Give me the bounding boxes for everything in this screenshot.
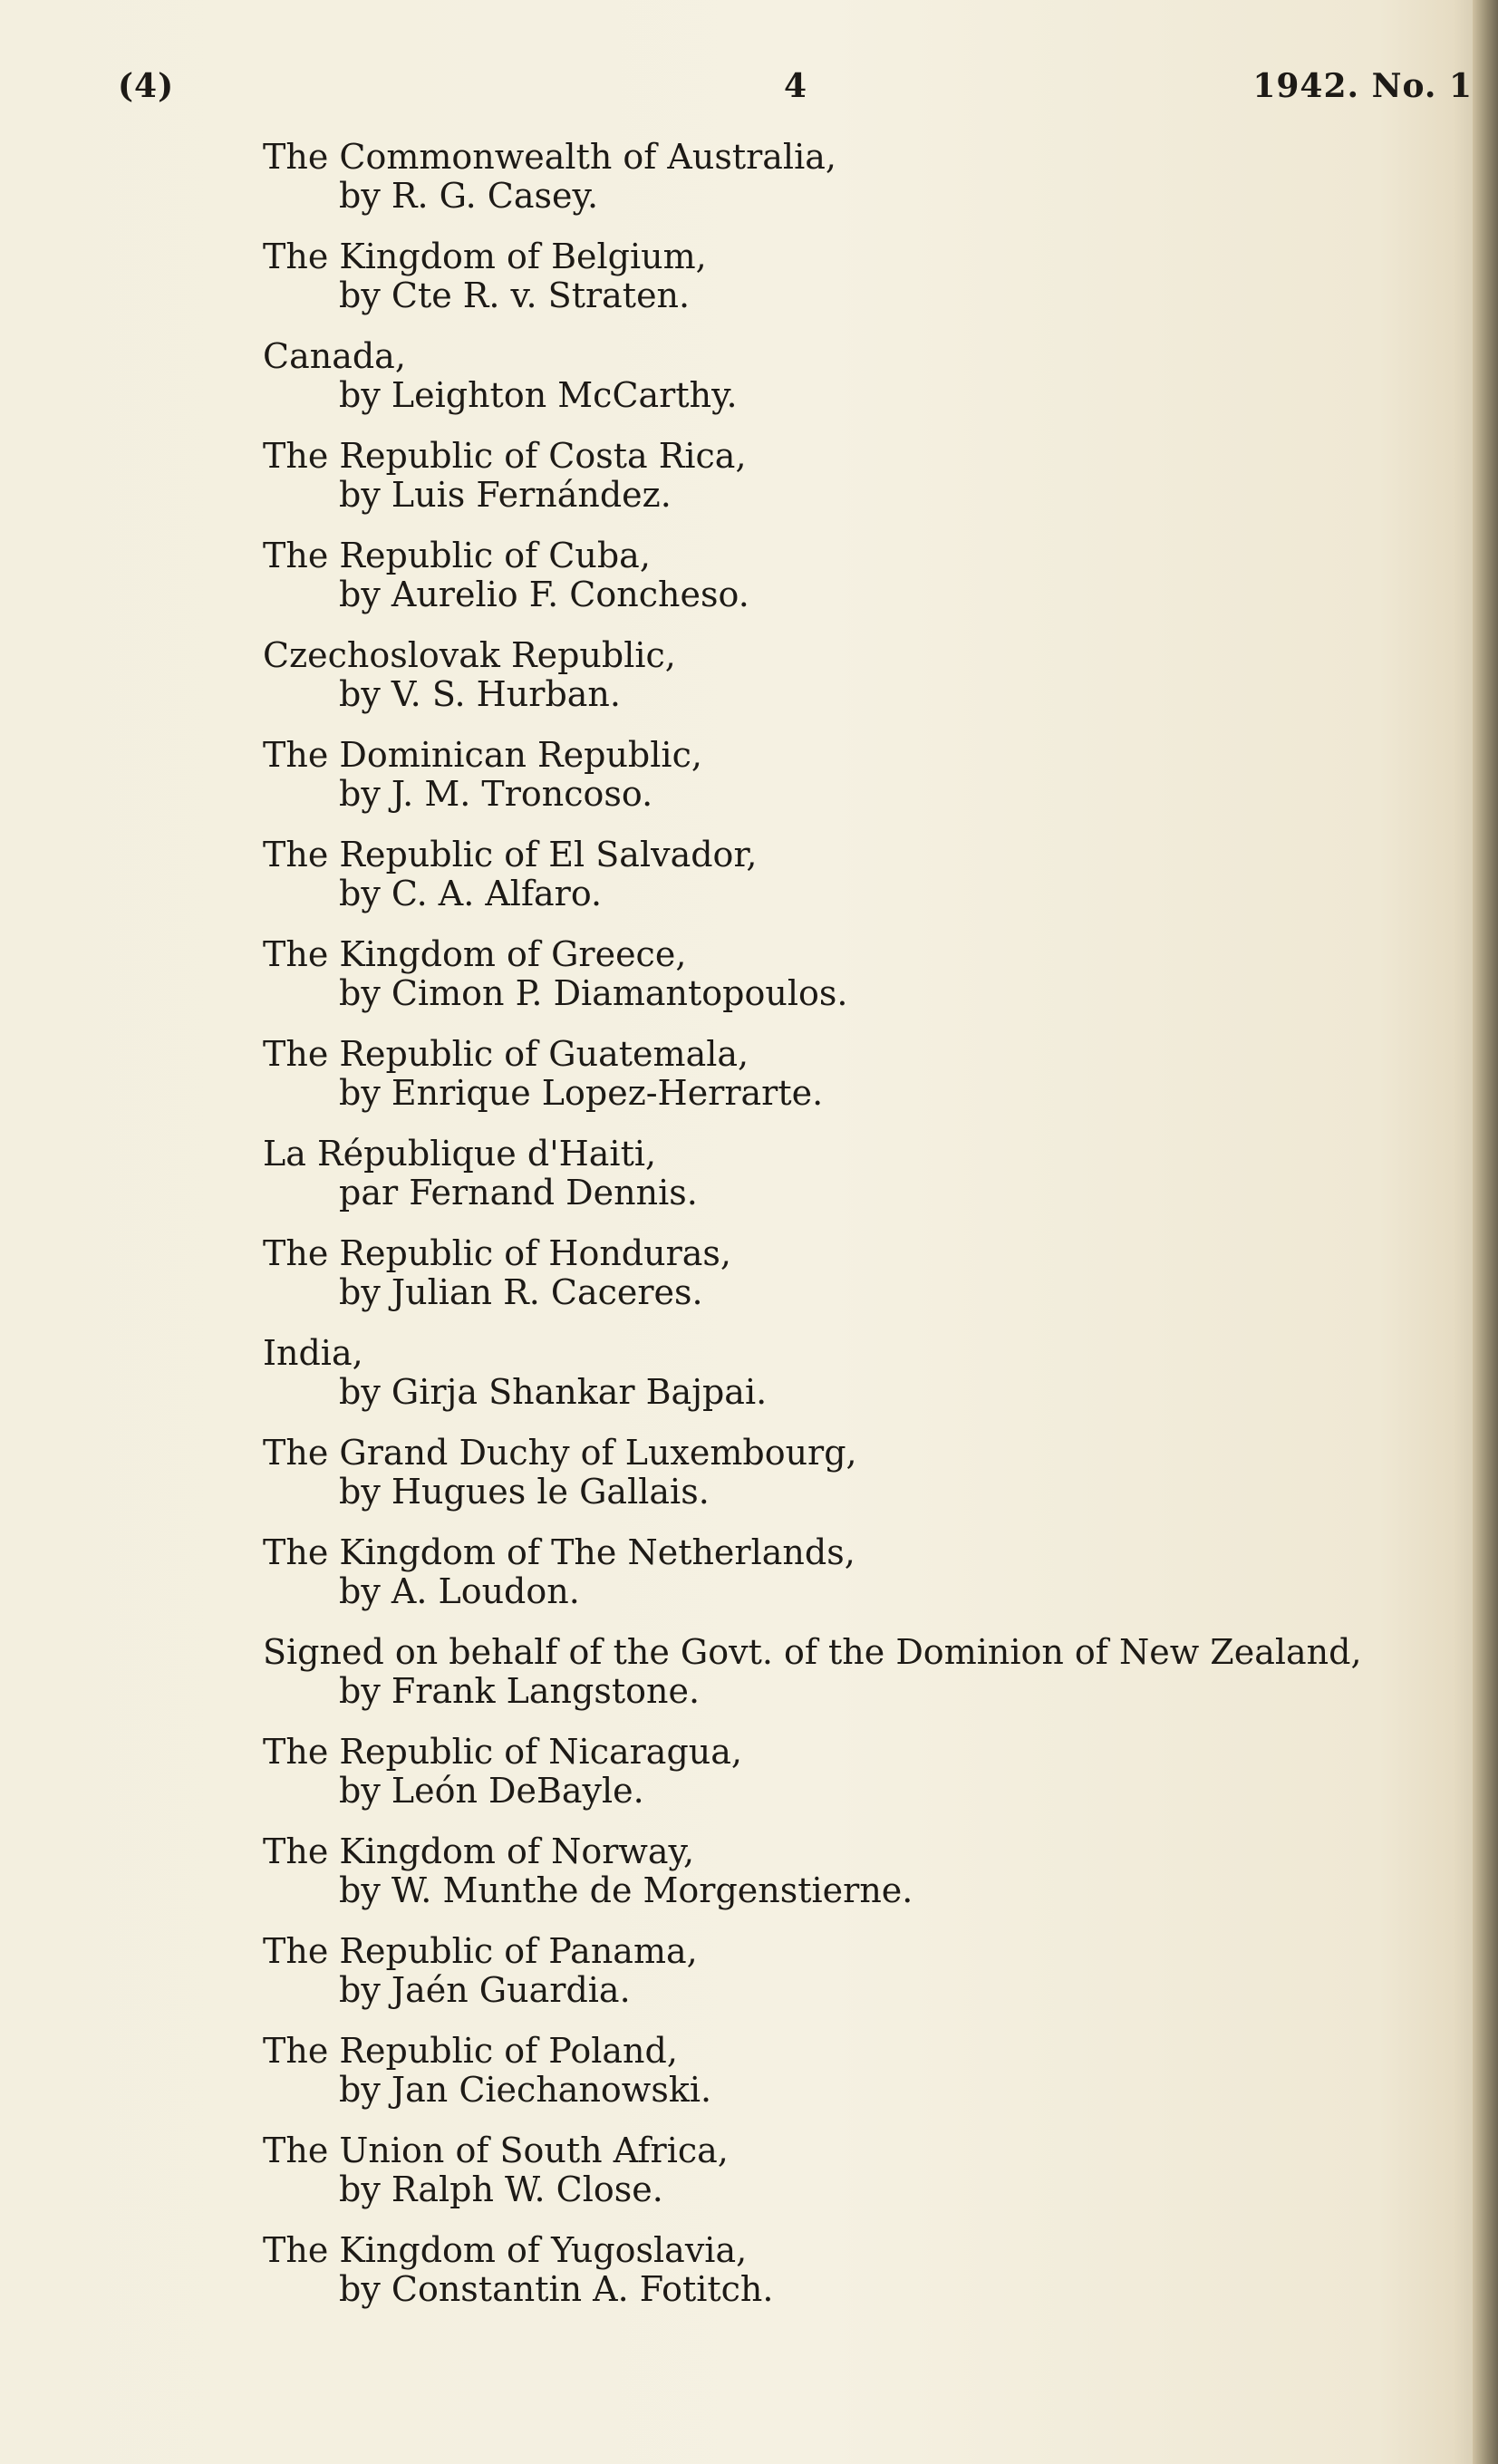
- signatory-entry: [263, 1035, 1441, 1135]
- signatory-signer: by Ralph W. Close.: [339, 2169, 663, 2209]
- signatory-signer: by Aurelio F. Concheso.: [339, 575, 749, 614]
- signatory-entry: [263, 437, 1441, 536]
- signatory-country: Canada,: [263, 336, 406, 376]
- signatory-country: The Republic of El Salvador,: [263, 835, 758, 874]
- signatory-signer: by Girja Shankar Bajpai.: [339, 1372, 768, 1412]
- header-page-number: 4: [784, 67, 808, 105]
- signatory-country: The Grand Duchy of Luxembourg,: [263, 1433, 857, 1473]
- signatory-country: La République d'Haiti,: [263, 1134, 657, 1174]
- signatory-signer: by J. M. Troncoso.: [339, 774, 653, 814]
- signatory-signer: by Cte R. v. Straten.: [339, 275, 691, 315]
- signatory-country: The Republic of Guatemala,: [263, 1034, 749, 1074]
- signatory-entry: [263, 1135, 1441, 1234]
- signatory-country: Czechoslovak Republic,: [263, 635, 676, 675]
- signatory-country: India,: [263, 1333, 363, 1373]
- signatory-country: The Dominican Republic,: [263, 735, 702, 775]
- signatory-country: The Kingdom of The Netherlands,: [263, 1532, 855, 1572]
- signatory-signer: par Fernand Dennis.: [339, 1173, 698, 1213]
- signatory-signer: by León DeBayle.: [339, 1771, 644, 1811]
- signatory-country: The Kingdom of Greece,: [263, 934, 687, 974]
- signatory-country: The Union of South Africa,: [263, 2131, 729, 2170]
- signatory-country: The Republic of Costa Rica,: [263, 436, 747, 476]
- signatory-country: The Republic of Panama,: [263, 1931, 698, 1971]
- signatory-entry: [263, 935, 1441, 1035]
- signatory-entry: [263, 2032, 1441, 2131]
- signatory-country: The Republic of Poland,: [263, 2031, 678, 2071]
- signatory-signer: by Jaén Guardia.: [339, 1970, 631, 2010]
- signatory-country: The Republic of Cuba,: [263, 536, 651, 575]
- signatory-entry: [263, 138, 1441, 237]
- signatory-entry: [263, 736, 1441, 836]
- signatory-entry: [263, 536, 1441, 636]
- signatory-signer: by Hugues le Gallais.: [339, 1472, 710, 1512]
- signatory-entry: [263, 1733, 1441, 1832]
- signatory-country: The Commonwealth of Australia,: [263, 137, 836, 177]
- signatory-entry: [263, 1633, 1441, 1733]
- signatory-entry: [263, 1932, 1441, 2032]
- signatory-entry: [263, 1334, 1441, 1434]
- signatory-entry: [263, 337, 1441, 437]
- page-edge: [1473, 0, 1498, 2464]
- signatory-signer: by W. Munthe de Morgenstierne.: [339, 1870, 913, 1910]
- signatory-entry: [263, 836, 1441, 935]
- signatory-country: The Republic of Nicaragua,: [263, 1732, 742, 1772]
- signatory-signer: by Frank Langstone.: [339, 1671, 701, 1711]
- signatory-signer: by C. A. Alfaro.: [339, 874, 603, 913]
- signatory-signer: by Enrique Lopez-Herrarte.: [339, 1073, 824, 1113]
- signatory-entry: [263, 1832, 1441, 1932]
- signatory-entry: [263, 1533, 1441, 1633]
- signatory-country: The Kingdom of Belgium,: [263, 237, 707, 276]
- signatory-country: The Kingdom of Norway,: [263, 1831, 695, 1871]
- signatory-signer: by Cimon P. Diamantopoulos.: [339, 973, 848, 1013]
- header-page-label: (4): [118, 67, 175, 105]
- signatory-entry: [263, 1434, 1441, 1533]
- signatory-signer: by V. S. Hurban.: [339, 674, 621, 714]
- signatory-entry: [263, 2231, 1441, 2331]
- header-treaty-reference: 1942. No. 1: [1252, 67, 1473, 105]
- signatory-entry: [263, 2131, 1441, 2231]
- signatory-entry: [263, 1234, 1441, 1334]
- signatory-signer: by Jan Ciechanowski.: [339, 2070, 712, 2110]
- signatory-signer: by R. G. Casey.: [339, 176, 599, 216]
- signatory-entry: [263, 636, 1441, 736]
- signatory-signer: by Luis Fernández.: [339, 475, 672, 515]
- signatory-list: [263, 138, 1441, 2331]
- signatory-signer: by Julian R. Caceres.: [339, 1272, 703, 1312]
- page-header: [118, 67, 1473, 112]
- signatory-country: The Republic of Honduras,: [263, 1233, 731, 1273]
- signatory-country: Signed on behalf of the Govt. of the Dominion of New Zealand,: [263, 1632, 1362, 1672]
- signatory-signer: by A. Loudon.: [339, 1571, 580, 1611]
- signatory-entry: [263, 237, 1441, 337]
- signatory-signer: by Constantin A. Fotitch.: [339, 2269, 774, 2309]
- signatory-country: The Kingdom of Yugoslavia,: [263, 2230, 748, 2270]
- signatory-signer: by Leighton McCarthy.: [339, 375, 738, 415]
